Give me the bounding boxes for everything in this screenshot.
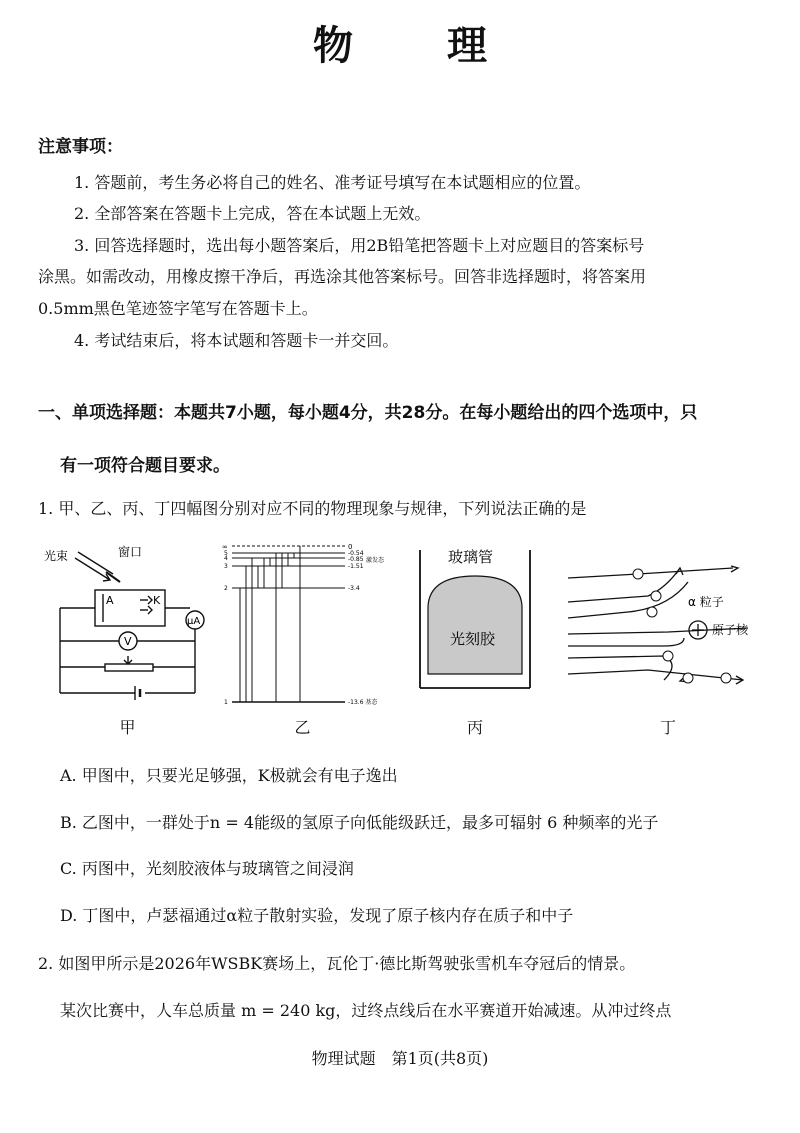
energy-level-diagram xyxy=(220,538,385,713)
figure-caption-yi: 乙 xyxy=(294,718,311,737)
note-item-4: 4. 考试结束后，将本试题和答题卡一并交回。 xyxy=(74,331,399,350)
energy-n4: -0.85 xyxy=(348,556,364,563)
level-n1: 1 xyxy=(224,699,228,706)
energy-n5: -0.54 xyxy=(348,550,364,557)
excited-state-label: 激发态 xyxy=(366,557,385,564)
note-item-3-cont: 涂黑。如需改动，用橡皮擦干净后，再选涂其他答案标号。回答非选择题时，将答案用 xyxy=(38,267,647,286)
figure-bing xyxy=(410,538,540,743)
energy-inf: 0 xyxy=(348,543,353,551)
glass-tube-label: 玻璃管 xyxy=(448,548,494,566)
question-1-stem: 1. 甲、乙、丙、丁四幅图分别对应不同的物理现象与规律，下列说法正确的是 xyxy=(38,499,587,518)
energy-n1: -13.6 基态 xyxy=(348,699,378,706)
option-a: A. 甲图中，只要光足够强，K极就会有电子逸出 xyxy=(60,766,398,785)
paper-title: 物 理 xyxy=(313,23,527,69)
window-label: 窗口 xyxy=(118,545,143,559)
alpha-particle-label: α 粒子 xyxy=(688,595,724,609)
figure-jia xyxy=(40,538,215,743)
level-n3: 3 xyxy=(224,563,228,570)
microammeter-label: μA xyxy=(187,616,201,627)
light-beam-label: 光束 xyxy=(44,549,69,563)
level-n5: 5 xyxy=(224,550,228,557)
level-n-inf: ∞ xyxy=(222,543,228,551)
glass-tube-diagram xyxy=(410,538,540,713)
section-heading-cont: 有一项符合题目要求。 xyxy=(60,456,230,476)
level-n4: 4 xyxy=(224,555,228,562)
note-item-3: 3. 回答选择题时，选出每小题答案后，用2B铅笔把答题卡上对应题目的答案标号 xyxy=(74,236,645,255)
figure-caption-jia: 甲 xyxy=(119,718,136,737)
figure-caption-bing: 丙 xyxy=(466,718,483,737)
note-item-3-cont2: 0.5mm黑色笔迹签字笔写在答题卡上。 xyxy=(38,299,318,318)
question-2-stem-cont: 某次比赛中，人车总质量 m = 240 kg，过终点线后在水平赛道开始减速。从冲过终点 xyxy=(60,1001,672,1020)
nucleus-label: 原子核 xyxy=(712,623,749,637)
level-n2: 2 xyxy=(224,585,228,592)
note-item-2: 2. 全部答案在答题卡上完成，答在本试题上无效。 xyxy=(74,204,431,223)
notes-heading: 注意事项： xyxy=(38,137,123,157)
figure-yi xyxy=(220,538,385,743)
figure-caption-ding: 丁 xyxy=(659,718,676,737)
anode-label: A xyxy=(106,594,114,607)
figure-ding xyxy=(568,538,768,743)
voltmeter-label: V xyxy=(124,635,132,648)
photoresist-label: 光刻胶 xyxy=(450,630,496,648)
cathode-label: K xyxy=(153,594,161,607)
energy-n2: -3.4 xyxy=(348,585,360,592)
option-c: C. 丙图中，光刻胶液体与玻璃管之间浸润 xyxy=(60,859,354,878)
option-d: D. 丁图中，卢瑟福通过α粒子散射实验，发现了原子核内存在质子和中子 xyxy=(60,906,574,925)
note-item-1: 1. 答题前，考生务必将自己的姓名、准考证号填写在本试题相应的位置。 xyxy=(74,173,591,192)
question-1-figures xyxy=(40,538,770,743)
option-b: B. 乙图中，一群处于n = 4能级的氢原子向低能级跃迁，最多可辐射 6 种频率的光子 xyxy=(60,813,659,832)
photoelectric-circuit-diagram xyxy=(40,538,215,713)
energy-n3: -1.51 xyxy=(348,563,364,570)
section-heading: 一、单项选择题：本题共7小题，每小题4分，共28分。在每小题给出的四个选项中，只 xyxy=(38,403,698,423)
alpha-scattering-diagram xyxy=(568,538,768,713)
question-2-stem: 2. 如图甲所示是2026年WSBK赛场上，瓦伦丁·德比斯驾驶张雪机车夺冠后的情景。 xyxy=(38,954,636,973)
page-footer: 物理试题 第1页(共8页) xyxy=(311,1049,489,1068)
